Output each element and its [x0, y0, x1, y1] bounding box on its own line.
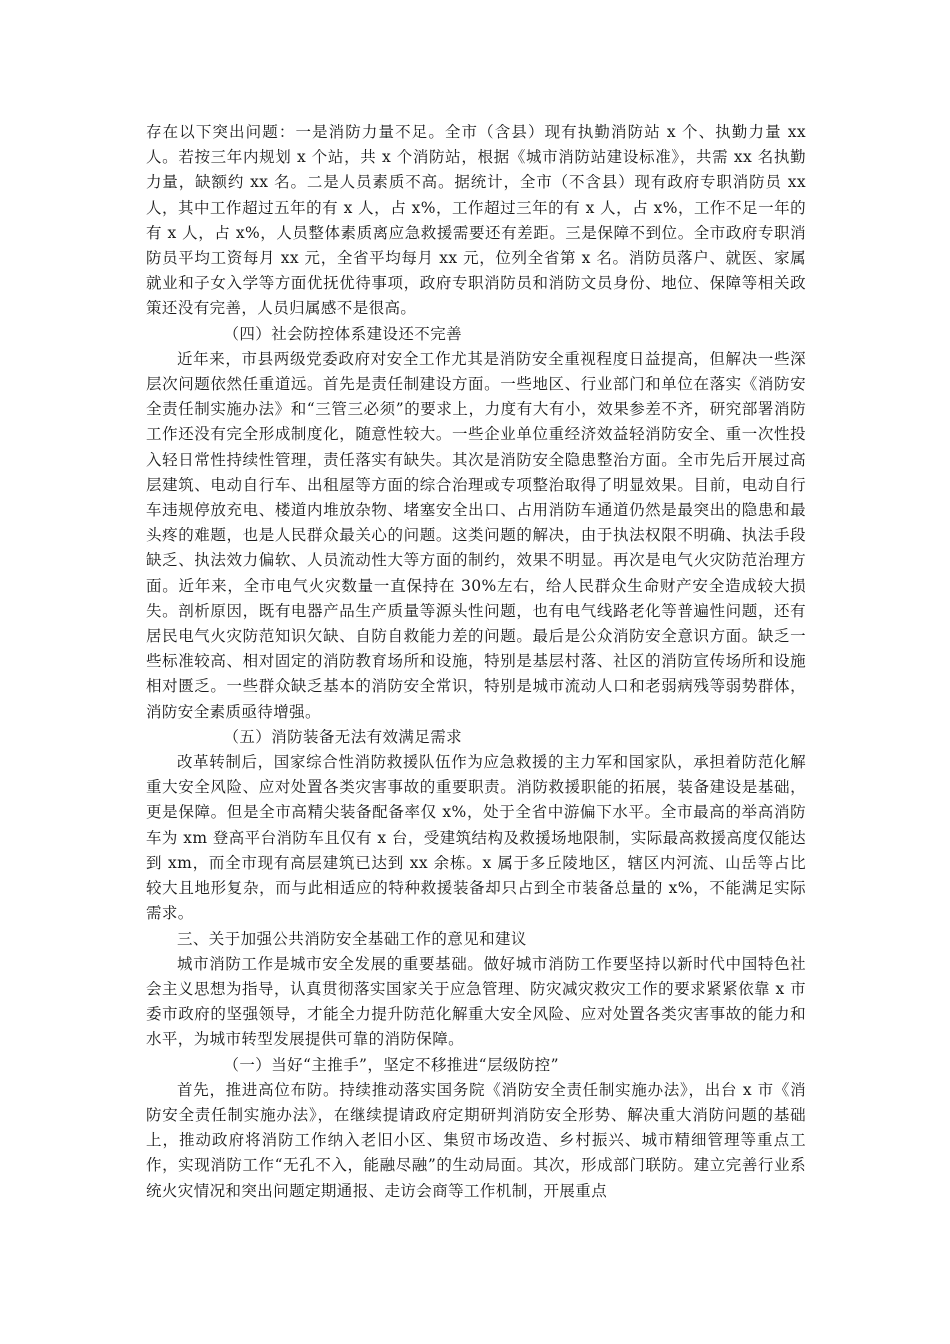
heading-section-three: 三、关于加强公共消防安全基础工作的意见和建议	[177, 929, 527, 948]
heading-main-driver: （一）当好“主推手”，坚定不移推进“层级防控”	[223, 1055, 559, 1074]
document-body	[146, 120, 806, 1204]
heading-social-prevention: （四）社会防控体系建设还不完善	[223, 324, 463, 343]
heading-equipment: （五）消防装备无法有效满足需求	[223, 727, 463, 746]
paragraph-social-prevention: 近年来，市县两级党委政府对安全工作尤其是消防安全重视程度日益提高，但解决一些深层次问题依然任重道远。首先是责任制建设方面。一些地区、行业部门和单位在落实《消防安全责任制实施办法》和“三管三必须”的要求上，力度有大有小，效果参差不齐，研究部署消防工作还没有完全形成制度化，随意性较大。一些企业单位重经济效益轻消防安全、重一次性投入轻日常性持续性管理，责任落实有缺失。其次是消防安全隐患整治方面。全市先后开展过高层建筑、电动自行车、出租屋等方面的综合治理或专项整治取得了明显效果。目前，电动自行车违规停放充电、楼道内堆放杂物、堵塞安全出口、占用消防车通道仍然是最突出的隐患和最头疼的难题，也是人民群众最关心的问题。这类问题的解决，由于执法权限不明确、执法手段缺乏、执法效力偏软、人员流动性大等方面的制约，效果不明显。再次是电气火灾防范治理方面。近年来，全市电气火灾数量一直保持在 30%左右，给人民群众生命财产安全造成较大损失。剖析原因，既有电器产品生产质量等源头性问题，也有电气线路老化等普遍性问题，还有居民电气火灾防范知识欠缺、自防自救能力差的问题。最后是公众消防安全意识方面。缺乏一些标准较高、相对固定的消防教育场所和设施，特别是基层村落、社区的消防宣传场所和设施相对匮乏。一些群众缺乏基本的消防安全常识，特别是城市流动人口和老弱病残等弱势群体，消防安全素质亟待增强。	[146, 349, 806, 721]
paragraph-section-three-intro: 城市消防工作是城市安全发展的重要基础。做好城市消防工作要坚持以新时代中国特色社会主义思想为指导，认真贯彻落实国家关于应急管理、防灾减灾救灾工作的要求紧紧依靠 x 市委市政府的坚强领导，才能全力提升防范化解重大安全风险、应对处置各类灾害事故的能力和水平，为城市转型发展提供可靠的消防保障。	[146, 954, 806, 1049]
paragraph-main-driver: 首先，推进高位布防。持续推动落实国务院《消防安全责任制实施办法》，出台 x 市《消防安全责任制实施办法》，在继续提请政府定期研判消防安全形势、解决重大消防问题的基础上，推动政府将消防工作纳入老旧小区、集贸市场改造、乡村振兴、城市精细管理等重点工作，实现消防工作“无孔不入，能融尽融”的生动局面。其次，形成部门联防。建立完善行业系统火灾情况和突出问题定期通报、走访会商等工作机制，开展重点	[146, 1080, 806, 1200]
paragraph-equipment: 改革转制后，国家综合性消防救援队伍作为应急救援的主力军和国家队，承担着防范化解重大安全风险、应对处置各类灾害事故的重要职责。消防救援职能的拓展，装备建设是基础，更是保障。但是全市高精尖装备配备率仅 x%，处于全省中游偏下水平。全市最高的举高消防车为 xm 登高平台消防车且仅有 x 台，受建筑结构及救援场地限制，实际最高救援高度仅能达到 xm，而全市现有高层建筑已达到 xx 余栋。x 属于多丘陵地区，辖区内河流、山岳等占比较大且地形复杂，而与此相适应的特种救援装备却只占到全市装备总量的 x%，不能满足实际需求。	[146, 753, 806, 923]
paragraph-firefighting-problems: 存在以下突出问题：一是消防力量不足。全市（含县）现有执勤消防站 x 个、执勤力量 xx 人。若按三年内规划 x 个站，共 x 个消防站，根据《城市消防站建设标准》，共需 xx 名执勤力量，缺额约 xx 名。二是人员素质不高。据统计，全市（不含县）现有政府专职消防员 xx 人，其中工作超过五年的有 x 人，占 x%，工作超过三年的有 x 人，占 x%，工作不足一年的有 x 人，占 x%，人员整体素质离应急救援需要还有差距。三是保障不到位。全市政府专职消防员平均工资每月 xx 元，全省平均每月 xx 元，位列全省第 x 名。消防员落户、就医、家属就业和子女入学等方面优抚优待事项，政府专职消防员和消防文员身份、地位、保障等相关政策还没有完善，人员归属感不是很高。	[146, 123, 806, 318]
